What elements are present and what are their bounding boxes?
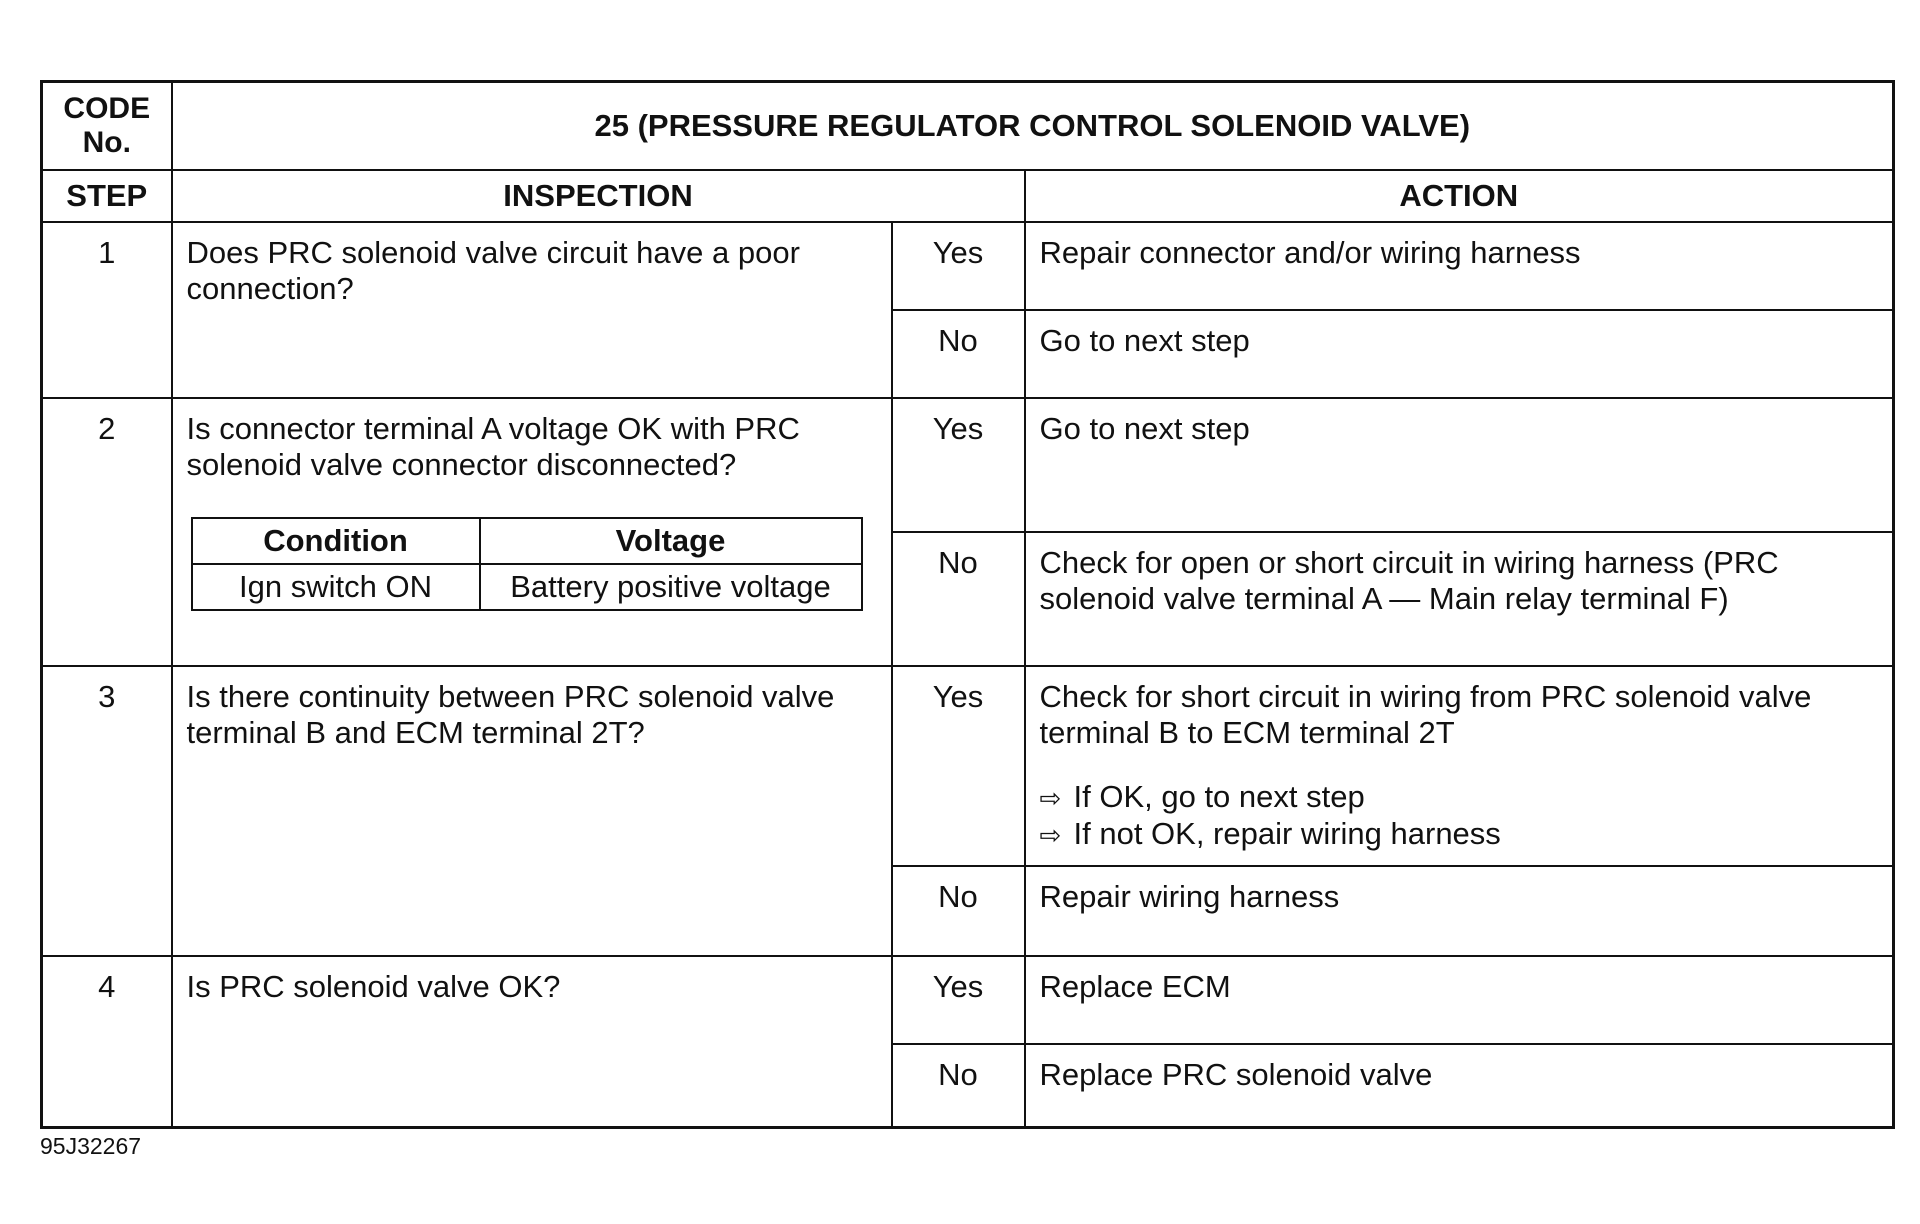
step-number: 2	[42, 398, 172, 666]
inspection-text: Is there continuity between PRC solenoid valve terminal B and ECM terminal 2T?	[172, 666, 892, 956]
step-header: STEP	[42, 170, 172, 222]
condition-value: Ign switch ON	[192, 564, 480, 610]
no-label: No	[892, 532, 1025, 666]
no-action: Repair wiring harness	[1025, 866, 1894, 956]
yes-action-cell	[1025, 666, 1894, 866]
sub-item-text: If OK, go to next step	[1073, 778, 1365, 814]
condition-header: Condition	[192, 518, 480, 564]
sub-item-text: If not OK, repair wiring harness	[1073, 815, 1501, 851]
voltage-header: Voltage	[480, 518, 862, 564]
table-row	[42, 666, 1894, 866]
hollow-arrow-right-icon: ⇨	[1039, 819, 1062, 850]
yes-label: Yes	[892, 956, 1025, 1044]
table-row	[42, 222, 1894, 310]
sub-item	[1040, 779, 1879, 816]
yes-action: Replace ECM	[1025, 956, 1894, 1044]
inspection-text: Is PRC solenoid valve OK?	[172, 956, 892, 1128]
action-header: ACTION	[1025, 170, 1894, 222]
yes-label: Yes	[892, 398, 1025, 532]
no-label: No	[892, 310, 1025, 398]
code-title: 25 (PRESSURE REGULATOR CONTROL SOLENOID VALVE)	[172, 82, 1894, 170]
no-action: Go to next step	[1025, 310, 1894, 398]
inspection-text: Is connector terminal A voltage OK with PRC solenoid valve connector disconnected?	[186, 410, 800, 482]
voltage-value: Battery positive voltage	[480, 564, 862, 610]
code-row	[42, 82, 1894, 170]
yes-action: Check for short circuit in wiring from PRC solenoid valve terminal B to ECM terminal 2T	[1039, 678, 1812, 750]
yes-action: Repair connector and/or wiring harness	[1025, 222, 1894, 310]
no-label: No	[892, 866, 1025, 956]
condition-table	[191, 517, 863, 611]
column-header-row	[42, 170, 1894, 222]
step-number: 3	[42, 666, 172, 956]
inspection-cell	[172, 398, 892, 666]
yes-label: Yes	[892, 222, 1025, 310]
hollow-arrow-right-icon: ⇨	[1039, 782, 1062, 813]
sub-item	[1040, 816, 1879, 853]
inspection-header: INSPECTION	[172, 170, 1025, 222]
step-number: 4	[42, 956, 172, 1128]
diagnostic-table	[40, 80, 1895, 1129]
yes-label: Yes	[892, 666, 1025, 866]
step-number: 1	[42, 222, 172, 398]
no-action: Replace PRC solenoid valve	[1025, 1044, 1894, 1128]
no-action: Check for open or short circuit in wiring harness (PRC solenoid valve terminal A — Main relay terminal F)	[1025, 532, 1894, 666]
code-label: CODE No.	[42, 82, 172, 170]
table-row	[42, 398, 1894, 532]
no-label: No	[892, 1044, 1025, 1128]
figure-code: 95J32267	[40, 1133, 142, 1159]
inspection-text: Does PRC solenoid valve circuit have a poor connection?	[172, 222, 892, 398]
yes-action: Go to next step	[1025, 398, 1894, 532]
table-row	[42, 956, 1894, 1044]
